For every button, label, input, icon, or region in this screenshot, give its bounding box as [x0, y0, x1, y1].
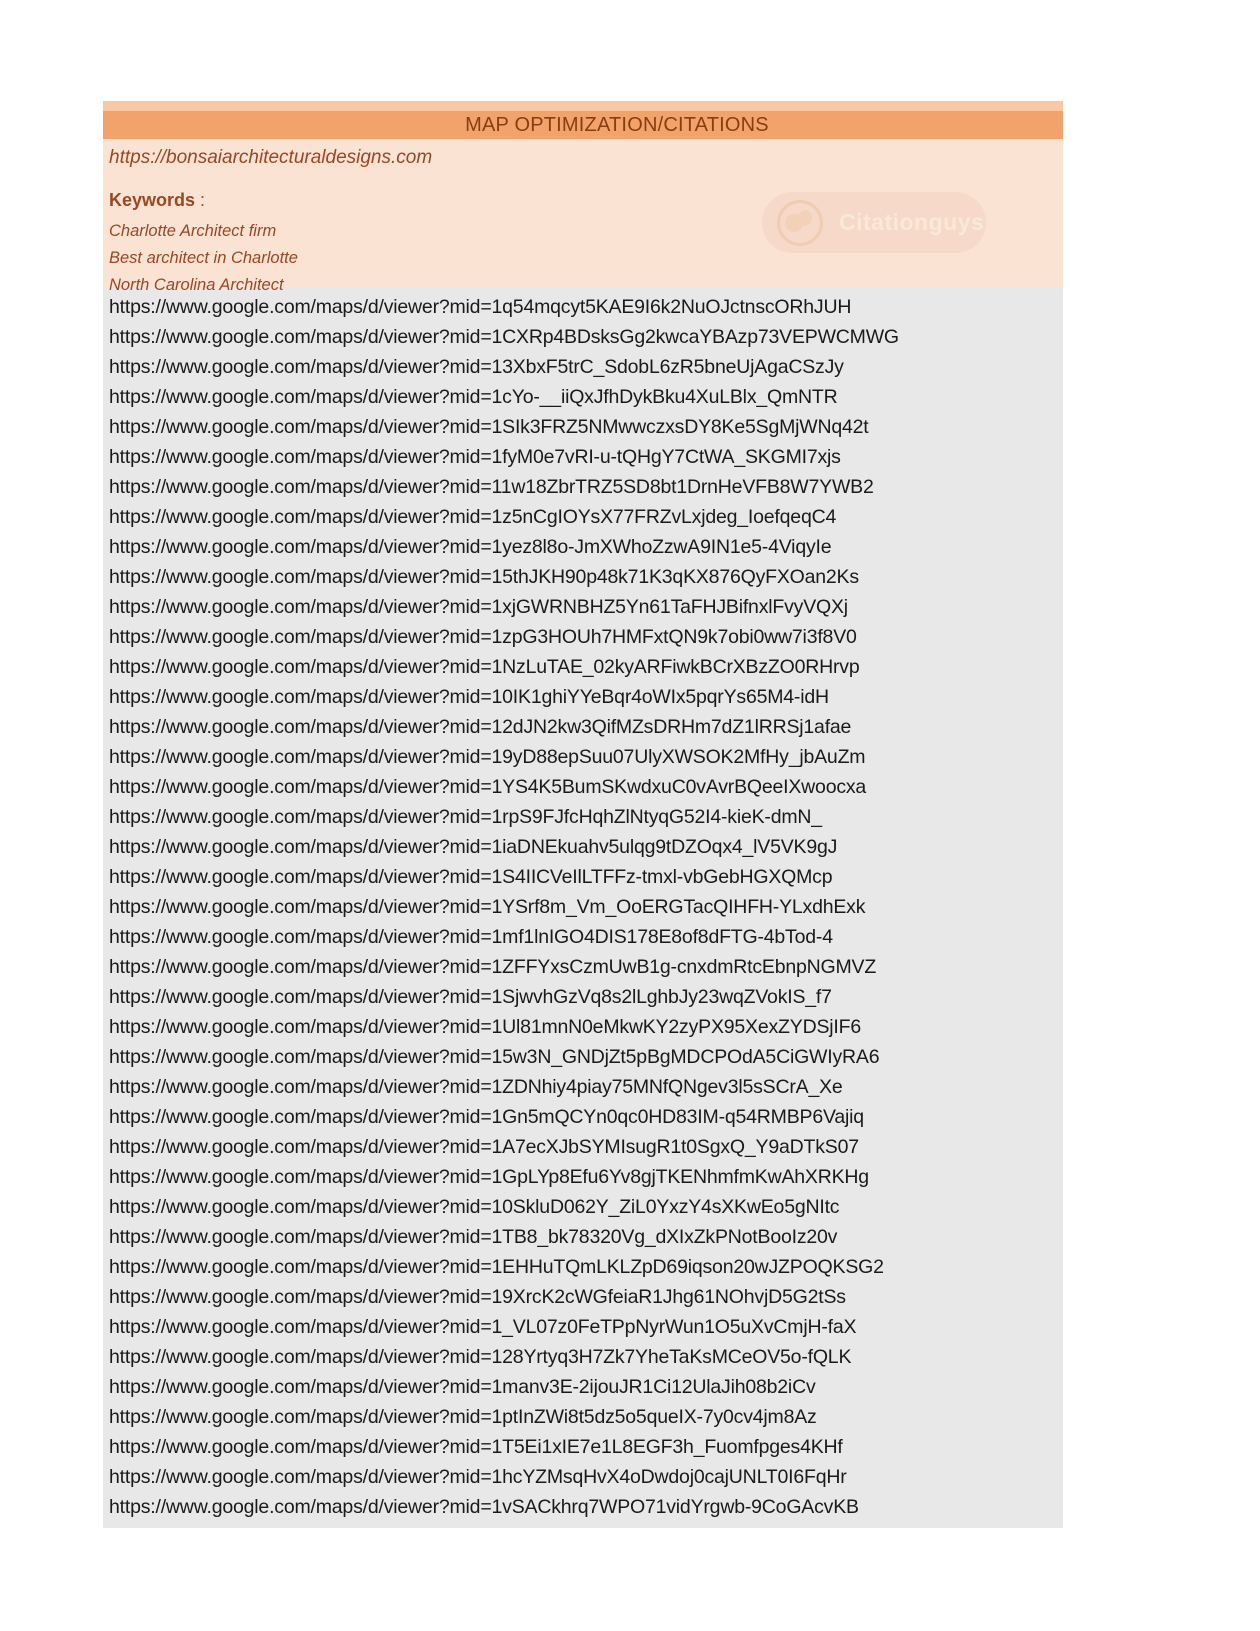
- watermark: [762, 192, 986, 253]
- map-link[interactable]: https://www.google.com/maps/d/viewer?mid=1SIk3FRZ5NMwwczxsDY8Ke5SgMjWNq42t: [109, 416, 869, 438]
- map-link[interactable]: https://www.google.com/maps/d/viewer?mid=1zpG3HOUh7HMFxtQN9k7obi0ww7i3f8V0: [109, 626, 857, 648]
- keyword-item: Best architect in Charlotte: [109, 249, 298, 267]
- watermark-brand-text: Citationguys: [839, 209, 985, 235]
- header-bar: [103, 111, 1063, 139]
- site-url-link[interactable]: https://bonsaiarchitecturaldesigns.com: [109, 147, 433, 168]
- map-link[interactable]: https://www.google.com/maps/d/viewer?mid=15thJKH90p48k71K3qKX876QyFXOan2Ks: [109, 566, 859, 588]
- map-link[interactable]: https://www.google.com/maps/d/viewer?mid=1fyM0e7vRI-u-tQHgY7CtWA_SKGMI7xjs: [109, 446, 841, 468]
- map-link[interactable]: https://www.google.com/maps/d/viewer?mid=1ZFFYxsCzmUwB1g-cnxdmRtcEbnpNGMVZ: [109, 956, 877, 978]
- map-link[interactable]: https://www.google.com/maps/d/viewer?mid=1NzLuTAE_02kyARFiwkBCrXBzZO0RHrvp: [109, 656, 860, 678]
- map-link[interactable]: https://www.google.com/maps/d/viewer?mid=1rpS9FJfcHqhZlNtyqG52I4-kieK-dmN_: [109, 806, 822, 828]
- map-link[interactable]: https://www.google.com/maps/d/viewer?mid=1S4IICVeIlLTFFz-tmxl-vbGebHGXQMcp: [109, 866, 833, 888]
- map-link[interactable]: https://www.google.com/maps/d/viewer?mid=1TB8_bk78320Vg_dXIxZkPNotBooIz20v: [109, 1226, 838, 1248]
- map-link[interactable]: https://www.google.com/maps/d/viewer?mid=1xjGWRNBHZ5Yn61TaFHJBifnxlFvyVQXj: [109, 596, 848, 618]
- map-link[interactable]: https://www.google.com/maps/d/viewer?mid=1z5nCgIOYsX77FRZvLxjdeg_IoefqeqC4: [109, 506, 837, 528]
- header-top-strip: [103, 101, 1063, 111]
- map-link[interactable]: https://www.google.com/maps/d/viewer?mid=1_VL07z0FeTPpNyrWun1O5uXvCmjH-faX: [109, 1316, 857, 1338]
- map-link[interactable]: https://www.google.com/maps/d/viewer?mid=1mf1lnIGO4DIS178E8of8dFTG-4bTod-4: [109, 926, 833, 948]
- map-link[interactable]: https://www.google.com/maps/d/viewer?mid=11w18ZbrTRZ5SD8bt1DrnHeVFB8W7YWB2: [109, 476, 874, 498]
- map-link[interactable]: https://www.google.com/maps/d/viewer?mid=1A7ecXJbSYMIsugR1t0SgxQ_Y9aDTkS07: [109, 1136, 859, 1158]
- map-link[interactable]: https://www.google.com/maps/d/viewer?mid=128Yrtyq3H7Zk7YheTaKsMCeOV5o-fQLK: [109, 1346, 852, 1368]
- map-link[interactable]: https://www.google.com/maps/d/viewer?mid=15w3N_GNDjZt5pBgMDCPOdA5CiGWIyRA6: [109, 1046, 880, 1068]
- map-link[interactable]: https://www.google.com/maps/d/viewer?mid=1cYo-__iiQxJfhDykBku4XuLBlx_QmNTR: [109, 386, 838, 408]
- report-sheet: [103, 101, 1063, 1528]
- map-link[interactable]: https://www.google.com/maps/d/viewer?mid=19yD88epSuu07UlyXWSOK2MfHy_jbAuZm: [109, 746, 866, 768]
- keyword-item: North Carolina Architect: [109, 276, 284, 294]
- keywords-list: [109, 218, 298, 299]
- map-link[interactable]: https://www.google.com/maps/d/viewer?mid=1q54mqcyt5KAE9I6k2NuOJctnscORhJUH: [109, 296, 852, 318]
- map-link[interactable]: https://www.google.com/maps/d/viewer?mid=1T5Ei1xIE7e1L8EGF3h_Fuomfpges4KHf: [109, 1436, 843, 1458]
- map-link[interactable]: https://www.google.com/maps/d/viewer?mid=1iaDNEkuahv5ulqg9tDZOqx4_lV5VK9gJ: [109, 836, 838, 858]
- map-link[interactable]: https://www.google.com/maps/d/viewer?mid=12dJN2kw3QifMZsDRHm7dZ1lRRSj1afae: [109, 716, 852, 738]
- map-link[interactable]: https://www.google.com/maps/d/viewer?mid=1ZDNhiy4piay75MNfQNgev3l5sSCrA_Xe: [109, 1076, 843, 1098]
- map-link[interactable]: https://www.google.com/maps/d/viewer?mid=1Ul81mnN0eMkwKY2zyPX95XexZYDSjIF6: [109, 1016, 861, 1038]
- map-links-list: [103, 288, 1063, 1528]
- map-link[interactable]: https://www.google.com/maps/d/viewer?mid=1EHHuTQmLKLZpD69iqson20wJZPOQKSG2: [109, 1256, 884, 1278]
- map-link[interactable]: https://www.google.com/maps/d/viewer?mid=1SjwvhGzVq8s2lLghbJy23wqZVokIS_f7: [109, 986, 832, 1008]
- map-link[interactable]: https://www.google.com/maps/d/viewer?mid=19XrcK2cWGfeiaR1Jhg61NOhvjD5G2tSs: [109, 1286, 846, 1308]
- map-link[interactable]: https://www.google.com/maps/d/viewer?mid=13XbxF5trC_SdobL6zR5bneUjAgaCSzJy: [109, 356, 844, 378]
- keyword-item: Charlotte Architect firm: [109, 222, 277, 240]
- keywords-label-separator: :: [195, 190, 206, 210]
- page-title: MAP OPTIMIZATION/CITATIONS: [465, 113, 769, 136]
- map-link[interactable]: https://www.google.com/maps/d/viewer?mid=10SkluD062Y_ZiL0YxzY4sXKwEo5gNItc: [109, 1196, 840, 1218]
- map-link[interactable]: https://www.google.com/maps/d/viewer?mid=1YSrf8m_Vm_OoERGTacQIHFH-YLxdhExk: [109, 896, 866, 918]
- map-link[interactable]: https://www.google.com/maps/d/viewer?mid=1CXRp4BDsksGg2kwcaYBAzp73VEPWCMWG: [109, 326, 899, 348]
- map-link[interactable]: https://www.google.com/maps/d/viewer?mid=1YS4K5BumSKwdxuC0vAvrBQeeIXwoocxa: [109, 776, 867, 798]
- keywords-label-text: Keywords: [109, 190, 196, 210]
- map-link[interactable]: https://www.google.com/maps/d/viewer?mid=1yez8l8o-JmXWhoZzwA9IN1e5-4ViqyIe: [109, 536, 832, 558]
- map-link[interactable]: https://www.google.com/maps/d/viewer?mid=1Gn5mQCYn0qc0HD83IM-q54RMBP6Vajiq: [109, 1106, 864, 1128]
- map-link[interactable]: https://www.google.com/maps/d/viewer?mid=1GpLYp8Efu6Yv8gjTKENhmfmKwAhXRKHg: [109, 1166, 869, 1188]
- map-link[interactable]: https://www.google.com/maps/d/viewer?mid=1ptInZWi8t5dz5o5queIX-7y0cv4jm8Az: [109, 1406, 817, 1428]
- map-link[interactable]: https://www.google.com/maps/d/viewer?mid=10IK1ghiYYeBqr4oWIx5pqrYs65M4-idH: [109, 686, 829, 708]
- map-link[interactable]: https://www.google.com/maps/d/viewer?mid=1vSACkhrq7WPO71vidYrgwb-9CoGAcvKB: [109, 1496, 859, 1518]
- citationguys-logo-icon: [777, 200, 823, 246]
- site-info-section: [103, 139, 1063, 294]
- keywords-label: [109, 190, 205, 211]
- map-link[interactable]: https://www.google.com/maps/d/viewer?mid=1manv3E-2ijouJR1Ci12UlaJih08b2iCv: [109, 1376, 816, 1398]
- map-link[interactable]: https://www.google.com/maps/d/viewer?mid=1hcYZMsqHvX4oDwdoj0cajUNLT0I6FqHr: [109, 1466, 847, 1488]
